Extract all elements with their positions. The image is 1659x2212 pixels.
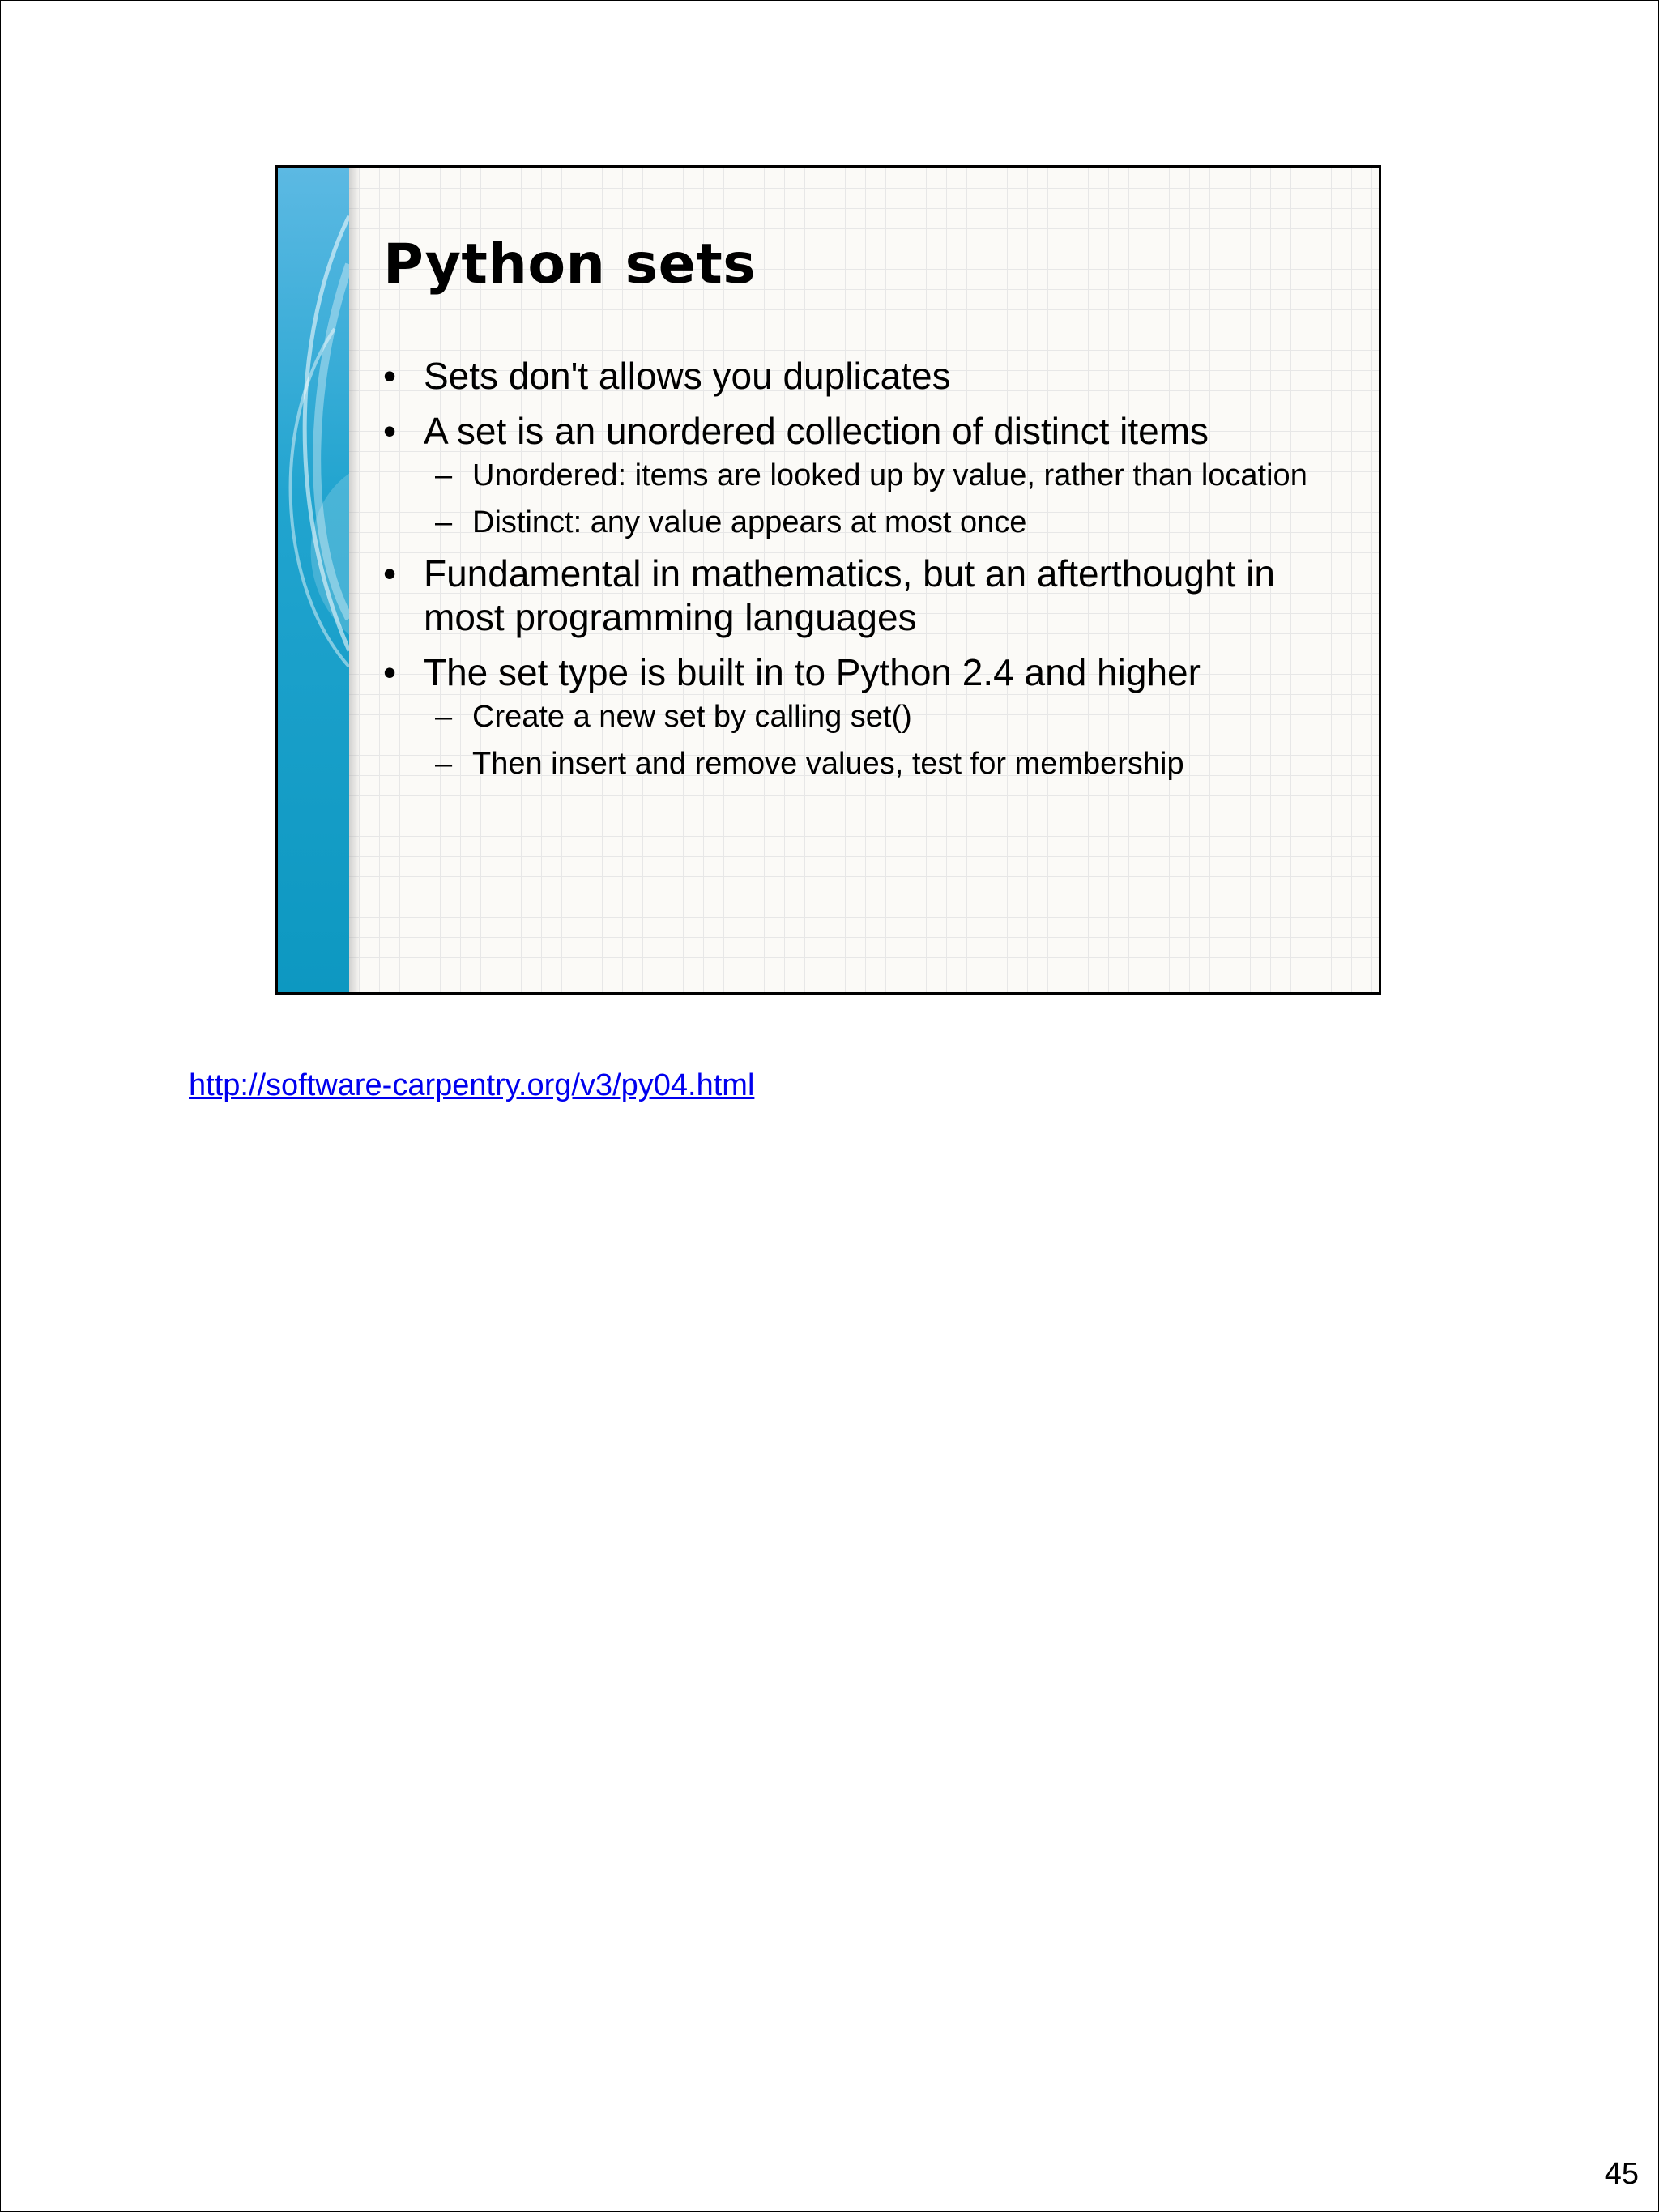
page-number: 45	[1604, 2157, 1639, 2191]
reference-link[interactable]: http://software-carpentry.org/v3/py04.html	[189, 1068, 755, 1102]
slide-thumbnail	[275, 165, 1381, 995]
bullet-item	[383, 650, 1355, 782]
sub-bullet-item: – Create a new set by calling set()	[424, 699, 1355, 735]
slide-accent-stripe	[278, 168, 349, 992]
slide-title: Python sets	[383, 232, 757, 296]
bullet-list	[383, 354, 1355, 793]
sub-bullet-item: – Then insert and remove values, test for membership	[424, 746, 1355, 782]
bullet-text: A set is an unordered collection of distinct items	[424, 410, 1209, 452]
sub-bullet-list	[424, 458, 1355, 540]
bullet-item	[383, 354, 1355, 398]
stripe-shadow	[349, 168, 360, 992]
bullet-text: Fundamental in mathematics, but an afterthought in most programming languages	[424, 552, 1275, 638]
bullet-text: Sets don't allows you duplicates	[424, 355, 951, 397]
swirl-decoration-icon	[278, 168, 349, 992]
bullet-item	[383, 552, 1355, 639]
bullet-text: The set type is built in to Python 2.4 and higher	[424, 651, 1201, 693]
sub-bullet-item: – Distinct: any value appears at most once	[424, 505, 1355, 540]
bullet-item	[383, 409, 1355, 540]
sub-bullet-list	[424, 699, 1355, 782]
sub-bullet-item: – Unordered: items are looked up by value, rather than location	[424, 458, 1355, 493]
